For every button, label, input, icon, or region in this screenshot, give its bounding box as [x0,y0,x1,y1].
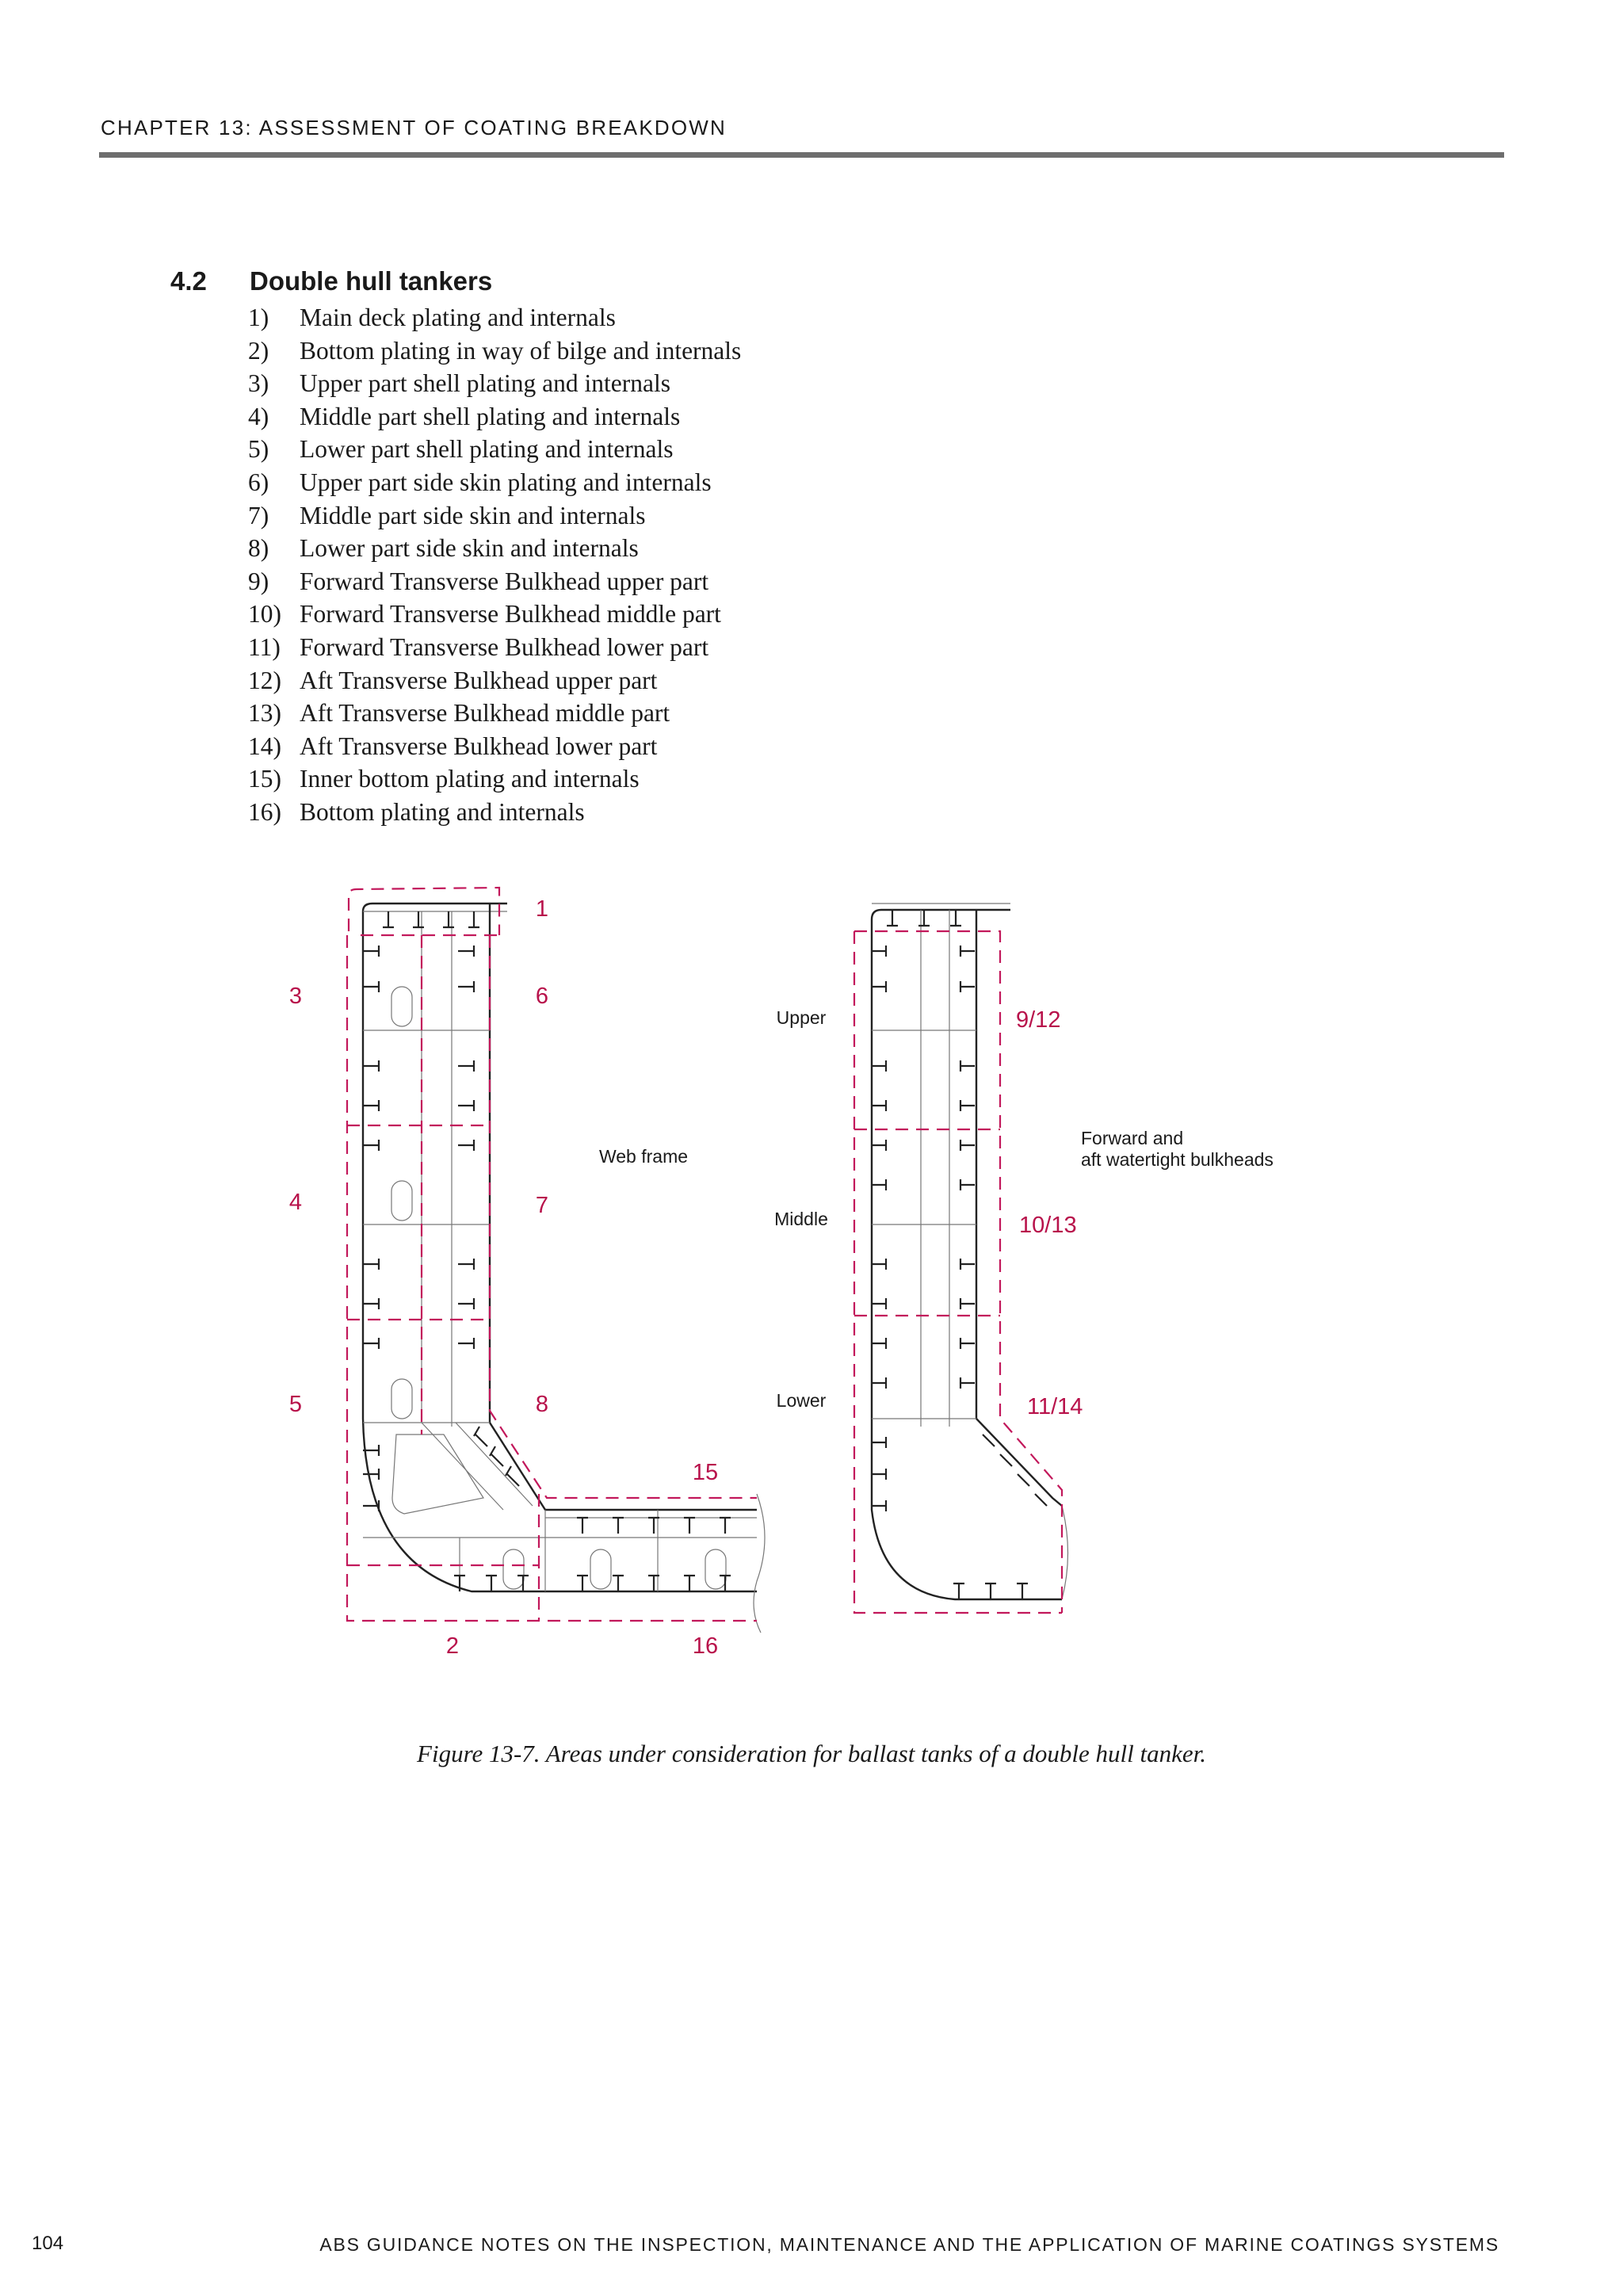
item-text: Main deck plating and internals [300,304,616,331]
bulkhead-caption-line2: aft watertight bulkheads [1081,1149,1274,1170]
bulkhead-label-lower: 11/14 [1027,1394,1083,1419]
item-text: Upper part side skin plating and internals [300,468,712,496]
item-text: Upper part shell plating and internals [300,369,670,398]
chapter-header: CHAPTER 13: ASSESSMENT OF COATING BREAKDOWN [101,116,727,139]
zone-label-lower: Lower [776,1390,827,1411]
item-text: Forward Transverse Bulkhead upper part [300,567,709,595]
page-number: 104 [32,2233,64,2254]
area-label-15: 15 [692,1460,719,1485]
item-text: Forward Transverse Bulkhead middle part [300,600,721,628]
zone-label-middle: Middle [774,1209,828,1229]
footer-title: ABS GUIDANCE NOTES ON THE INSPECTION, MAINTENANCE AND THE APPLICATION OF MARINE COATINGS SYSTEMS [319,2234,1499,2255]
item-number: 3) [248,369,269,398]
area-label-7: 7 [535,1193,549,1218]
item-text: Lower part side skin and internals [300,534,639,563]
item-number: 7) [248,501,269,529]
item-text: Middle part side skin and internals [300,501,646,529]
item-number: 5) [248,435,269,464]
area-label-6: 6 [535,984,549,1009]
item-number: 1) [248,304,269,331]
item-number: 8) [248,534,269,563]
zone-label-upper: Upper [776,1007,827,1028]
item-text: Forward Transverse Bulkhead lower part [300,632,709,661]
item-number: 4) [248,402,269,430]
item-number: 2) [248,336,269,365]
item-number: 15) [248,765,281,793]
web-frame-caption: Web frame [598,1146,689,1167]
item-text: Bottom plating and internals [300,797,585,826]
item-number: 10) [248,600,281,628]
item-number: 9) [248,567,269,595]
item-text: Aft Transverse Bulkhead middle part [300,699,670,728]
item-number: 11) [248,632,281,661]
bulkhead-caption-line1: Forward and [1081,1128,1184,1148]
section-title: Double hull tankers [250,266,493,296]
area-label-5: 5 [288,1392,303,1417]
item-text: Bottom plating in way of bilge and internals [300,336,742,365]
item-number: 6) [248,468,269,496]
bulkhead-label-middle: 10/13 [1019,1213,1077,1238]
area-label-1: 1 [535,896,549,922]
area-label-16: 16 [692,1633,719,1659]
web-frame-drawing [347,888,765,1633]
item-text: Aft Transverse Bulkhead upper part [300,666,658,694]
item-text: Lower part shell plating and internals [300,435,674,464]
item-text: Aft Transverse Bulkhead lower part [300,732,658,760]
area-label-4: 4 [288,1190,303,1215]
item-number: 13) [248,699,281,728]
item-text: Inner bottom plating and internals [300,765,640,793]
item-number: 14) [248,732,281,760]
area-label-2: 2 [445,1633,460,1659]
bulkhead-label-upper: 9/12 [1016,1007,1061,1033]
item-number: 16) [248,797,281,826]
section-number: 4.2 [170,266,207,296]
item-text: Middle part shell plating and internals [300,402,681,430]
area-label-8: 8 [535,1392,549,1417]
figure-caption: Figure 13-7. Areas under consideration for ballast tanks of a double hull tanker. [417,1740,1206,1767]
item-number: 12) [248,666,281,694]
area-label-3: 3 [288,984,303,1009]
